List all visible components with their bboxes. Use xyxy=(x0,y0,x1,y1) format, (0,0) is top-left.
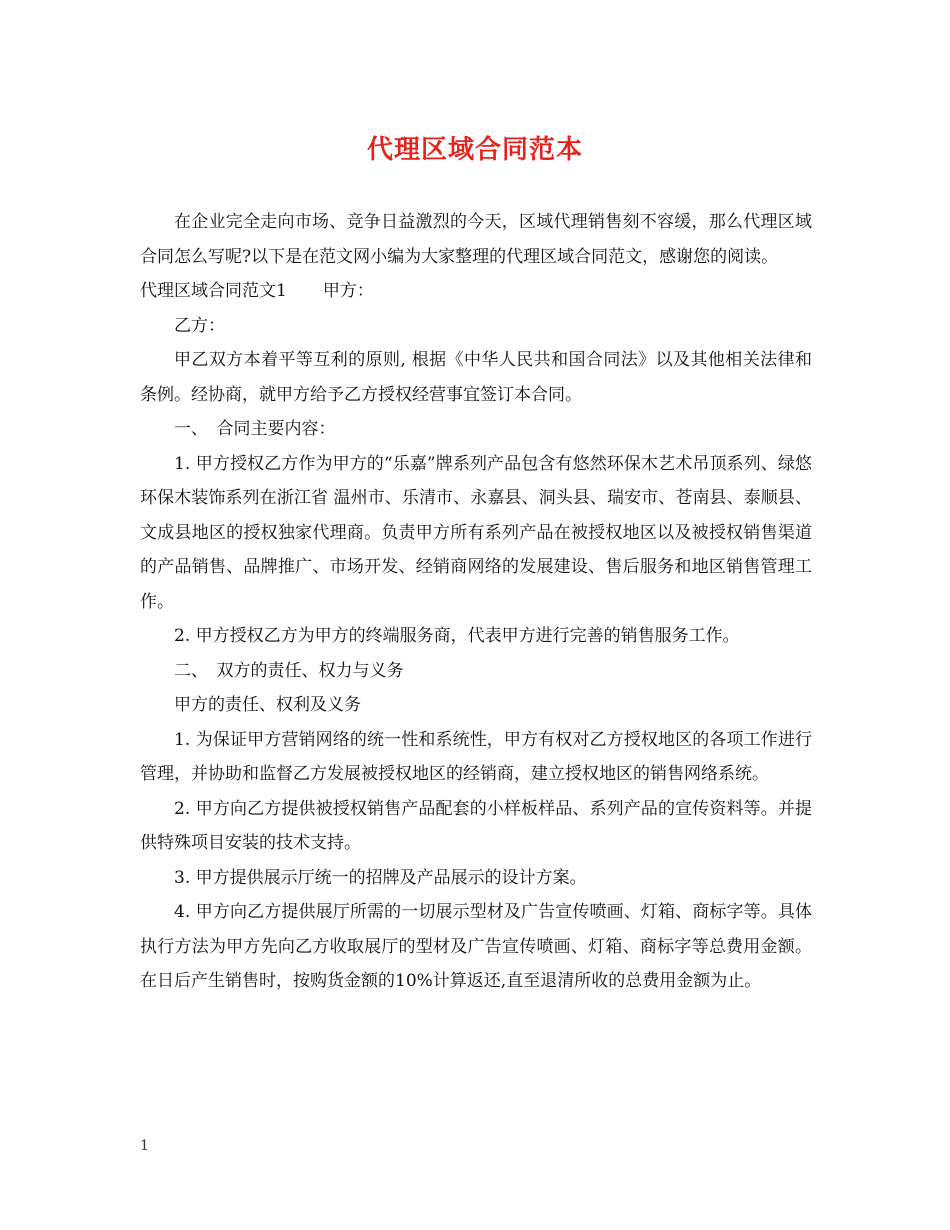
document-body xyxy=(140,205,812,999)
intro-paragraph: 在企业完全走向市场、竞争日益激烈的今天，区域代理销售刻不容缓，那么代理区域合同怎么写呢?以下是在范文网小编为大家整理的代理区域合同范文，感谢您的阅读。 xyxy=(140,212,812,267)
section-1-heading: 一、 合同主要内容： xyxy=(174,419,336,439)
section-1-item-2: 2. 甲方授权乙方为甲方的终端服务商，代表甲方进行完善的销售服务工作。 xyxy=(174,626,740,646)
page-number: 1 xyxy=(140,1138,149,1154)
section-2-item-2: 2. 甲方向乙方提供被授权销售产品配套的小样板样品、系列产品的宣传资料等。并提供特殊项目安装的技术支持。 xyxy=(140,798,812,853)
preamble-paragraph: 甲乙双方本着平等互利的原则, 根据《中华人民共和国合同法》以及其他相关法律和条例。经协商，就甲方给予乙方授权经营事宜签订本合同。 xyxy=(140,350,812,405)
section-2-item-3: 3. 甲方提供展示厅统一的招牌及产品展示的设计方案。 xyxy=(174,867,587,888)
document-title: 代理区域合同范本 xyxy=(366,135,583,165)
section-2-item-1: 1. 为保证甲方营销网络的统一性和系统性，甲方有权对乙方授权地区的各项工作进行管理，并协助和监督乙方发展被授权地区的经销商，建立授权地区的销售网络系统。 xyxy=(140,729,812,784)
party-a-duties-heading: 甲方的责任、权利及义务 xyxy=(174,695,361,715)
section-2-item-4: 4. 甲方向乙方提供展厅所需的一切展示型材及广告宣传喷画、灯箱、商标字等。具体执行方法为甲方先向乙方收取展厅的型材及广告宣传喷画、灯箱、商标字等总费用金额。在日后产生销售时，按购货金额的10%计算返还,直至退清所收的总费用金额为止。 xyxy=(140,902,812,991)
sample-heading: 代理区域合同范文1 xyxy=(140,281,287,301)
sample-heading-row xyxy=(140,274,812,309)
section-2-heading: 二、 双方的责任、权力与义务 xyxy=(174,660,404,681)
party-a-label: 甲方： xyxy=(322,281,374,301)
section-1-item-1: 1. 甲方授权乙方作为甲方的“乐嘉”牌系列产品包含有悠然环保木艺术吊顶系列、绿悠环保木装饰系列在浙江省 温州市、乐清市、永嘉县、洞头县、瑞安市、苍南县、泰顺县、文成县地区的授权独家代理商。负责甲方所有系列产品在被授权地区以及被授权销售渠道的产品销售、品牌推广、市场开发、经销商网络的发展建设、售后服务和地区销售管理工作。 xyxy=(140,453,812,612)
party-b-label: 乙方： xyxy=(174,315,225,336)
